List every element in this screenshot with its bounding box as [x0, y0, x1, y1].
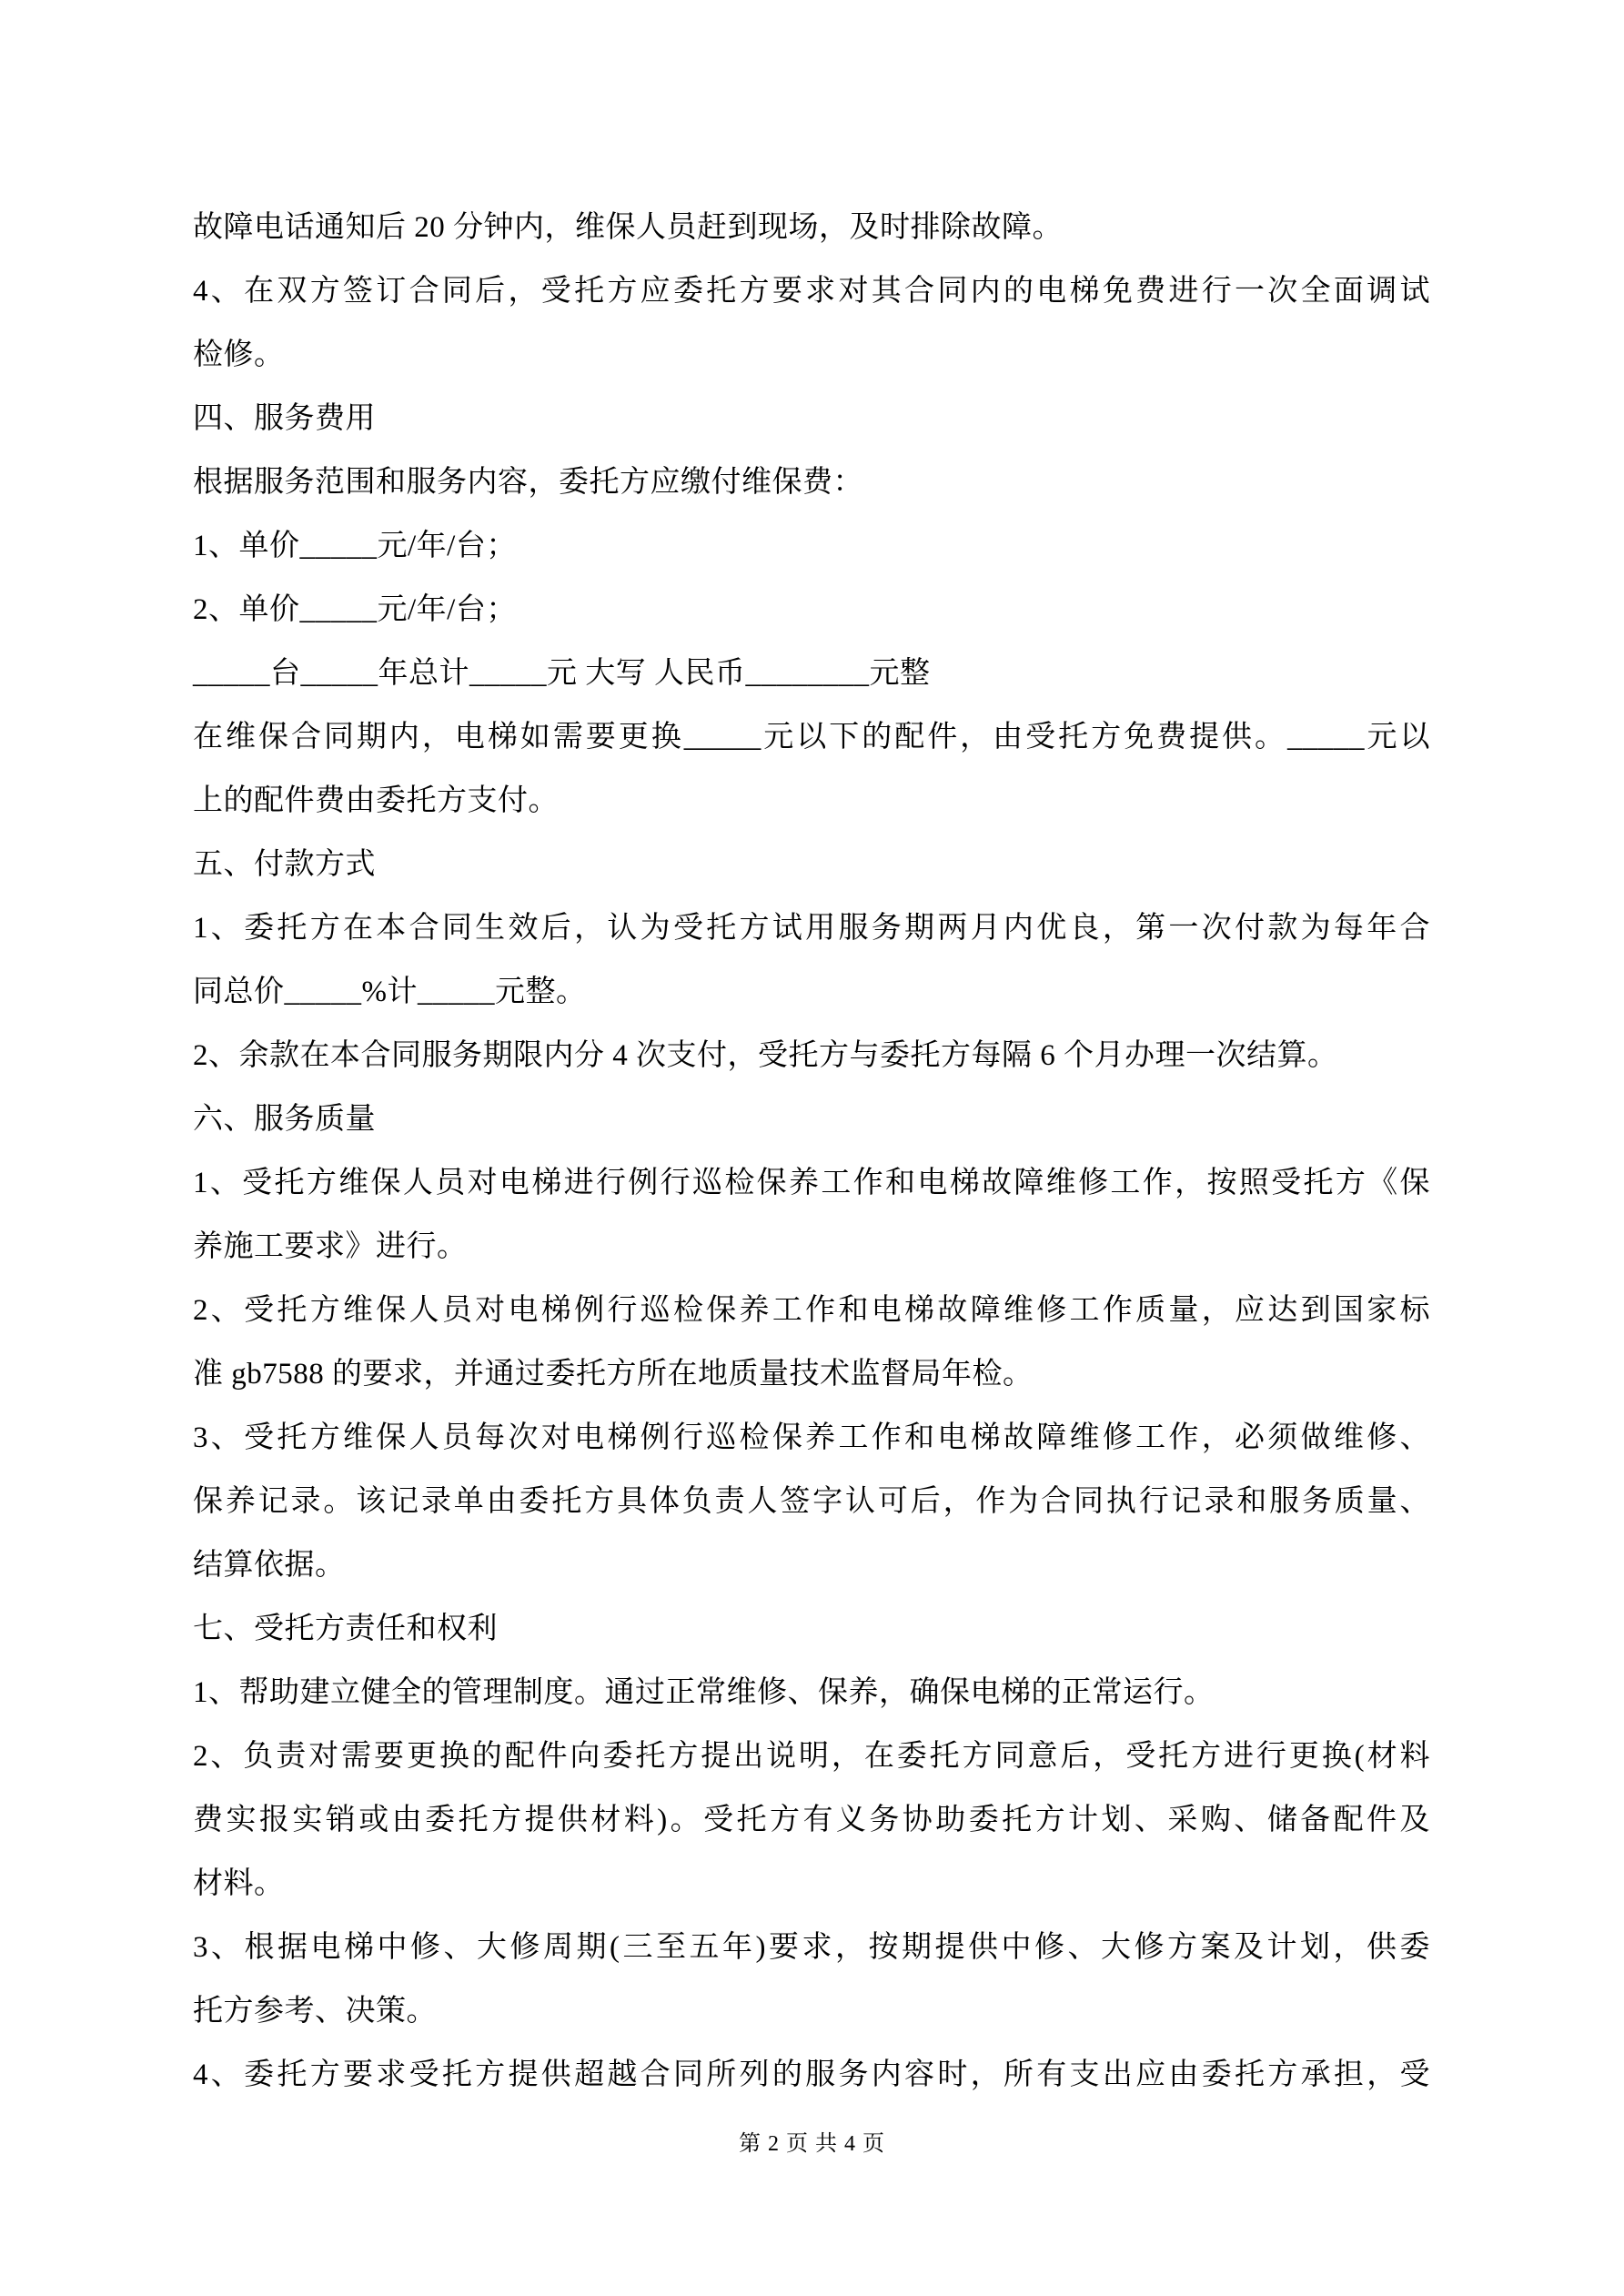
document-line: 五、付款方式 — [193, 848, 376, 881]
document-line: 故障电话通知后 20 分钟内，维保人员赶到现场，及时排除故障。 — [193, 211, 1063, 244]
document-line: 养施工要求》进行。 — [193, 1230, 468, 1263]
document-line: 2、单价_____元/年/台； — [193, 593, 517, 626]
document-line: 3、根据电梯中修、大修周期(三至五年)要求，按期提供中修、大修方案及计划，供委 — [193, 1931, 1430, 1964]
document-line: 4、委托方要求受托方提供超越合同所列的服务内容时，所有支出应由委托方承担，受 — [193, 2058, 1430, 2091]
document-line: 2、受托方维保人员对电梯例行巡检保养工作和电梯故障维修工作质量，应达到国家标 — [193, 1294, 1430, 1327]
document-line: 1、帮助建立健全的管理制度。通过正常维修、保养，确保电梯的正常运行。 — [193, 1676, 1215, 1709]
document-line: _____台_____年总计_____元 大写 人民币________元整 — [193, 657, 931, 690]
document-line: 1、受托方维保人员对电梯进行例行巡检保养工作和电梯故障维修工作，按照受托方《保 — [193, 1167, 1430, 1199]
document-line: 六、服务质量 — [193, 1103, 376, 1136]
document-line: 3、受托方维保人员每次对电梯例行巡检保养工作和电梯故障维修工作，必须做维修、 — [193, 1421, 1430, 1454]
document-line: 七、受托方责任和权利 — [193, 1613, 498, 1645]
contract-body — [193, 196, 1430, 2107]
document-line: 2、负责对需要更换的配件向委托方提出说明，在委托方同意后，受托方进行更换(材料 — [193, 1740, 1430, 1773]
document-line: 结算依据。 — [193, 1549, 346, 1582]
document-line: 2、余款在本合同服务期限内分 4 次支付，受托方与委托方每隔 6 个月办理一次结算。 — [193, 1039, 1338, 1072]
document-line: 托方参考、决策。 — [193, 1995, 437, 2028]
document-line: 准 gb7588 的要求，并通过委托方所在地质量技术监督局年检。 — [193, 1358, 1034, 1391]
document-line: 保养记录。该记录单由委托方具体负责人签字认可后，作为合同执行记录和服务质量、 — [193, 1485, 1430, 1518]
page-number: 第 2 页 共 4 页 — [739, 2132, 885, 2156]
document-line: 费实报实销或由委托方提供材料)。受托方有义务协助委托方计划、采购、储备配件及 — [193, 1804, 1430, 1836]
document-line: 材料。 — [193, 1867, 285, 1900]
document-line: 在维保合同期内，电梯如需要更换_____元以下的配件，由受托方免费提供。_____元以 — [193, 721, 1430, 754]
document-line: 四、服务费用 — [193, 402, 376, 435]
document-line: 同总价_____%计_____元整。 — [193, 976, 587, 1008]
page-footer — [0, 2126, 1624, 2162]
document-line: 上的配件费由委托方支付。 — [193, 784, 559, 817]
document-line: 4、在双方签订合同后，受托方应委托方要求对其合同内的电梯免费进行一次全面调试 — [193, 275, 1430, 308]
document-line: 检修。 — [193, 339, 285, 371]
document-line: 1、单价_____元/年/台； — [193, 530, 517, 562]
document-line: 根据服务范围和服务内容，委托方应缴付维保费： — [193, 466, 863, 499]
document-line: 1、委托方在本合同生效后，认为受托方试用服务期两月内优良，第一次付款为每年合 — [193, 912, 1430, 945]
